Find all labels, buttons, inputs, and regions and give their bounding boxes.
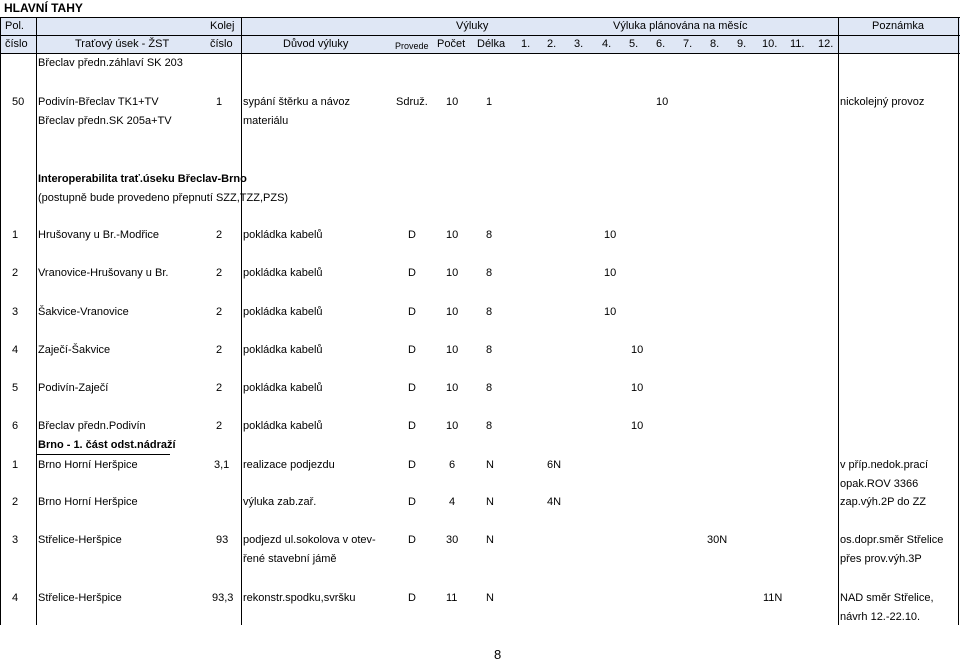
page-number: 8 [494,647,502,662]
cell-kolej: 2 [216,267,223,279]
month-1: 1. [521,38,531,50]
cell-pocet: 10 [446,420,459,432]
cell-poznamka: opak.ROV 3366 [840,478,919,490]
cell-kolej: 93 [216,534,229,546]
col-kolej-cislo: číslo [210,38,233,50]
cell-provede: D [408,267,416,279]
cell-pol: 5 [12,382,19,394]
cell-duvod: materiálu [243,115,289,127]
month-12: 12. [818,38,834,50]
cell-pocet: 10 [446,96,459,108]
cell-pol: 1 [12,229,19,241]
cell-month: 10 [631,382,644,394]
cell-pocet: 11 [446,592,458,604]
grid-line [0,35,960,36]
grid-line [0,17,960,18]
cell-pocet: 4 [449,496,456,508]
grid-line [838,17,839,625]
month-3: 3. [574,38,584,50]
cell-provede: D [408,592,416,604]
cell-poznamka: návrh 12.-22.10. [840,611,921,623]
col-vyluky: Výluky [456,20,489,32]
cell-duvod: pokládka kabelů [243,267,323,279]
cell-duvod: pokládka kabelů [243,420,323,432]
cell-trat: Střelice-Heršpice [38,534,122,546]
cell-kolej: 2 [216,344,223,356]
cell-delka: N [486,592,494,604]
cell-poznamka: nickolejný provoz [840,96,925,108]
month-7: 7. [683,38,693,50]
cell-pol: 50 [12,96,25,108]
cell-duvod: realizace podjezdu [243,459,335,471]
cell-trat: Zaječí-Šakvice [38,344,111,356]
cell-trat: Brno Horní Heršpice [38,459,138,471]
cell-pocet: 10 [446,267,459,279]
cell-duvod: pokládka kabelů [243,229,323,241]
col-pocet: Počet [437,38,466,50]
grid-line [241,17,242,625]
cell-trat: Břeclav předn.SK 205a+TV [38,115,172,127]
grid-line [36,17,37,625]
month-8: 8. [710,38,720,50]
cell-pol: 4 [12,344,19,356]
cell-month: 10 [604,229,617,241]
cell-delka: 8 [486,229,493,241]
cell-duvod: řené stavební jámě [243,553,337,565]
cell-provede: D [408,344,416,356]
cell-kolej: 3,1 [214,459,230,471]
cell-pocet: 30 [446,534,459,546]
month-6: 6. [656,38,666,50]
grid-line [0,17,1,625]
cell-poznamka: zap.výh.2P do ZZ [840,496,927,508]
cell-trat: Šakvice-Vranovice [38,306,129,318]
cell-trat: Hrušovany u Br.-Modřice [38,229,160,241]
cell-month: 4N [547,496,562,508]
cell-pocet: 10 [446,344,459,356]
cell-kolej: 2 [216,306,223,318]
cell-month: 11N [763,592,783,604]
cell-provede: D [408,534,416,546]
cell-trat: Podivín-Zaječí [38,382,109,394]
cell-kolej: 93,3 [212,592,234,604]
cell-pol: 6 [12,420,19,432]
cell-trat: Podivín-Břeclav TK1+TV [38,96,159,108]
month-2: 2. [547,38,557,50]
cell-provede: D [408,229,416,241]
cell-month: 10 [631,420,644,432]
col-kolej: Kolej [210,20,235,32]
cell-pol: 2 [12,496,19,508]
col-provede: Provede [395,41,429,51]
cell-pol: 3 [12,306,19,318]
cell-delka: 1 [486,96,493,108]
cell-delka: 8 [486,420,493,432]
cell-delka: 8 [486,267,493,279]
cell-delka: 8 [486,382,493,394]
cell-pol: 4 [12,592,19,604]
cell-month: 10 [604,267,617,279]
cell-pocet: 10 [446,382,459,394]
cell-delka: 8 [486,344,493,356]
cell-pocet: 10 [446,229,459,241]
month-9: 9. [737,38,747,50]
cell-trat: Střelice-Heršpice [38,592,122,604]
cell-duvod: pokládka kabelů [243,382,323,394]
section-title: Interoperabilita trať.úseku Břeclav-Brno [38,173,247,185]
section-title: Brno - 1. část odst.nádraží [38,439,176,451]
cell-poznamka: přes prov.výh.3P [840,553,922,565]
cell-duvod: rekonstr.spodku,svršku [243,592,356,604]
month-4: 4. [602,38,612,50]
cell-poznamka: NAD směr Střelice, [840,592,934,604]
cell-delka: N [486,534,494,546]
cell-pol: 2 [12,267,19,279]
cell-provede: D [408,382,416,394]
cell-pol: 3 [12,534,19,546]
cell-kolej: 2 [216,420,223,432]
cell-pocet: 6 [449,459,456,471]
month-5: 5. [629,38,639,50]
cell-provede: D [408,420,416,432]
cell-month: 10 [604,306,617,318]
cell-provede: D [408,306,416,318]
cell-delka: 8 [486,306,493,318]
cell-duvod: podjezd ul.sokolova v otev- [243,534,376,546]
cell-delka: N [486,459,494,471]
cell-kolej: 2 [216,382,223,394]
grid-line [958,17,959,625]
col-poznamka: Poznámka [872,20,924,32]
col-cislo: číslo [5,38,28,50]
grid-line [0,53,960,54]
cell-month: 30N [707,534,728,546]
cell-duvod: výluka zab.zař. [243,496,317,508]
cell-month: 10 [656,96,669,108]
col-pol: Pol. [5,20,24,32]
cell-pol: 1 [12,459,19,471]
cell-poznamka: os.dopr.směr Střelice [840,534,944,546]
col-delka: Délka [477,38,506,50]
page-title: HLAVNÍ TAHY [4,1,83,15]
cell-trat: Brno Horní Heršpice [38,496,138,508]
col-trat: Traťový úsek - ŽST [75,38,170,50]
cell-kolej: 2 [216,229,223,241]
col-duvod: Důvod výluky [283,38,349,50]
cell-duvod: sypání štěrku a návoz [243,96,351,108]
underline [36,454,170,455]
cell-trat: Břeclav předn.záhlaví SK 203 [38,57,183,69]
cell-month: 6N [547,459,562,471]
cell-trat: Vranovice-Hrušovany u Br. [38,267,169,279]
month-11: 11. [790,38,805,50]
cell-delka: N [486,496,494,508]
cell-provede: Sdruž. [396,96,428,108]
cell-provede: D [408,496,416,508]
cell-poznamka: v příp.nedok.prací [840,459,929,471]
section-note: (postupně bude provedeno přepnutí SZZ,TZZ,PZS) [38,192,289,204]
cell-month: 10 [631,344,644,356]
cell-trat: Břeclav předn.Podivín [38,420,146,432]
cell-duvod: pokládka kabelů [243,306,323,318]
cell-provede: D [408,459,416,471]
month-10: 10. [762,38,778,50]
cell-kolej: 1 [216,96,223,108]
cell-pocet: 10 [446,306,459,318]
col-planovana: Výluka plánována na měsíc [613,20,748,32]
cell-duvod: pokládka kabelů [243,344,323,356]
